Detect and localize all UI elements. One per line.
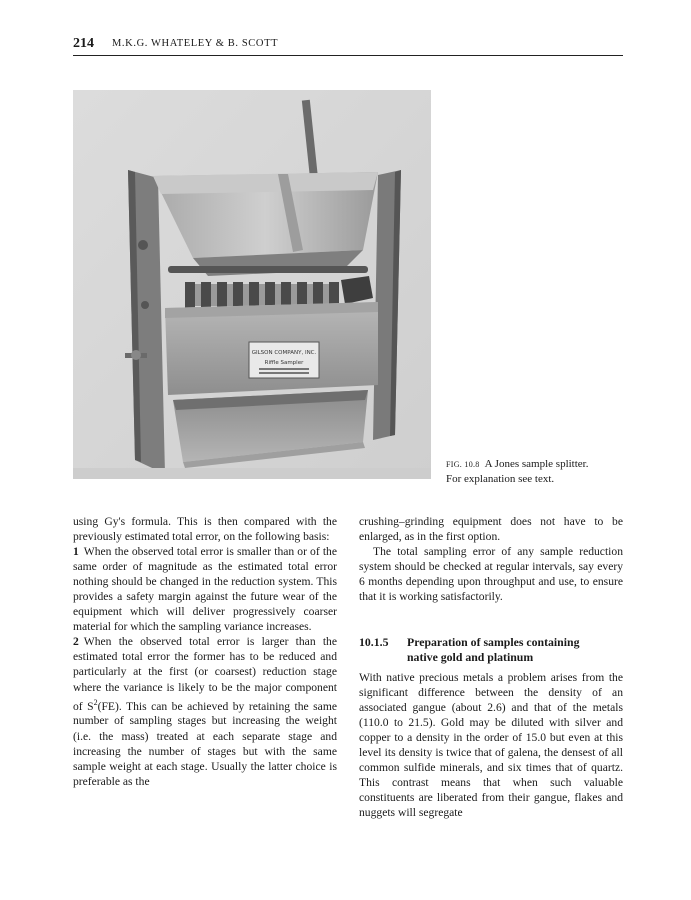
left-column — [73, 514, 337, 789]
figure-caption — [446, 457, 626, 487]
list-item-2-text-a: When the observed total error is larger than the estimated total error the former has to be reduced and particularly at the first (or coarsest) reduction stage where the variance is likely to be the major component of S — [73, 635, 337, 713]
running-header-authors: M.K.G. WHATELEY & B. SCOTT — [112, 38, 279, 49]
section-heading — [359, 635, 623, 665]
list-item-2 — [73, 634, 337, 788]
riffle-rod — [168, 266, 368, 273]
running-header — [73, 36, 623, 56]
right-paragraph-3: With native precious metals a problem arises from the significant difference between the density of an associated gangue (about 2.6) and that of the metals (110.0 to 21.5). Gold may be diluted with silver and copper to a density in the order of 15.0 but even at this level its density is twice that of galena, the densest of all common sulfide minerals, and six times that of quartz. This contrast means that when such valuable constituents are liberated from their gangue, flakes and nuggets will segregate — [359, 671, 623, 820]
list-item-2-superscript: 2 — [93, 697, 98, 707]
caption-line2: For explanation see text. — [446, 473, 555, 485]
list-item-1 — [73, 544, 337, 634]
section-title-line2: native gold and platinum — [407, 650, 534, 664]
list-number-2: 2 — [73, 635, 79, 649]
list-item-1-text: When the observed total error is smaller than or of the same order of magnitude as the estimated total error nothing should be changed in the reduction system. This provides a safety margin against the future wear of the equipment which will deliver progressively coarser material for which the sampling variance increases. — [73, 545, 337, 634]
list-item-2-text-b: (FE). This can be achieved by retaining the same number of sampling stages but increasing the weight (i.e. the mass) treated at each separate stage and increasing the number of stages but with the same sample weight at each stage. Usually the latter choice is preferable as the — [73, 699, 337, 788]
section-title-line1: Preparation of samples containing — [407, 635, 580, 649]
jones-splitter-illustration — [73, 90, 431, 479]
right-column-section-body — [359, 670, 623, 820]
figure-label: FIG. 10.8 — [446, 460, 480, 469]
right-column — [359, 514, 623, 604]
list-number-1: 1 — [73, 545, 79, 559]
left-paragraph-1: using Gy's formula. This is then compared with the previously estimated total error, on the following basis: — [73, 515, 337, 544]
section-number: 10.1.5 — [359, 635, 389, 649]
right-paragraph-1: crushing–grinding equipment does not have to be enlarged, as in the first option. — [359, 515, 623, 544]
nameplate-line2: Riffle Sampler — [264, 360, 304, 366]
caption-line1: A Jones sample splitter. — [484, 458, 589, 470]
page-number: 214 — [73, 36, 94, 51]
right-paragraph-2: The total sampling error of any sample reduction system should be checked at regular intervals, say every 6 months depending upon throughput and use, to ensure that it is working satisfactorily. — [359, 545, 623, 604]
header-rule — [73, 55, 623, 56]
figure-photo-jones-splitter — [73, 90, 431, 479]
nameplate-line1: GILSON COMPANY, INC. — [251, 350, 317, 356]
